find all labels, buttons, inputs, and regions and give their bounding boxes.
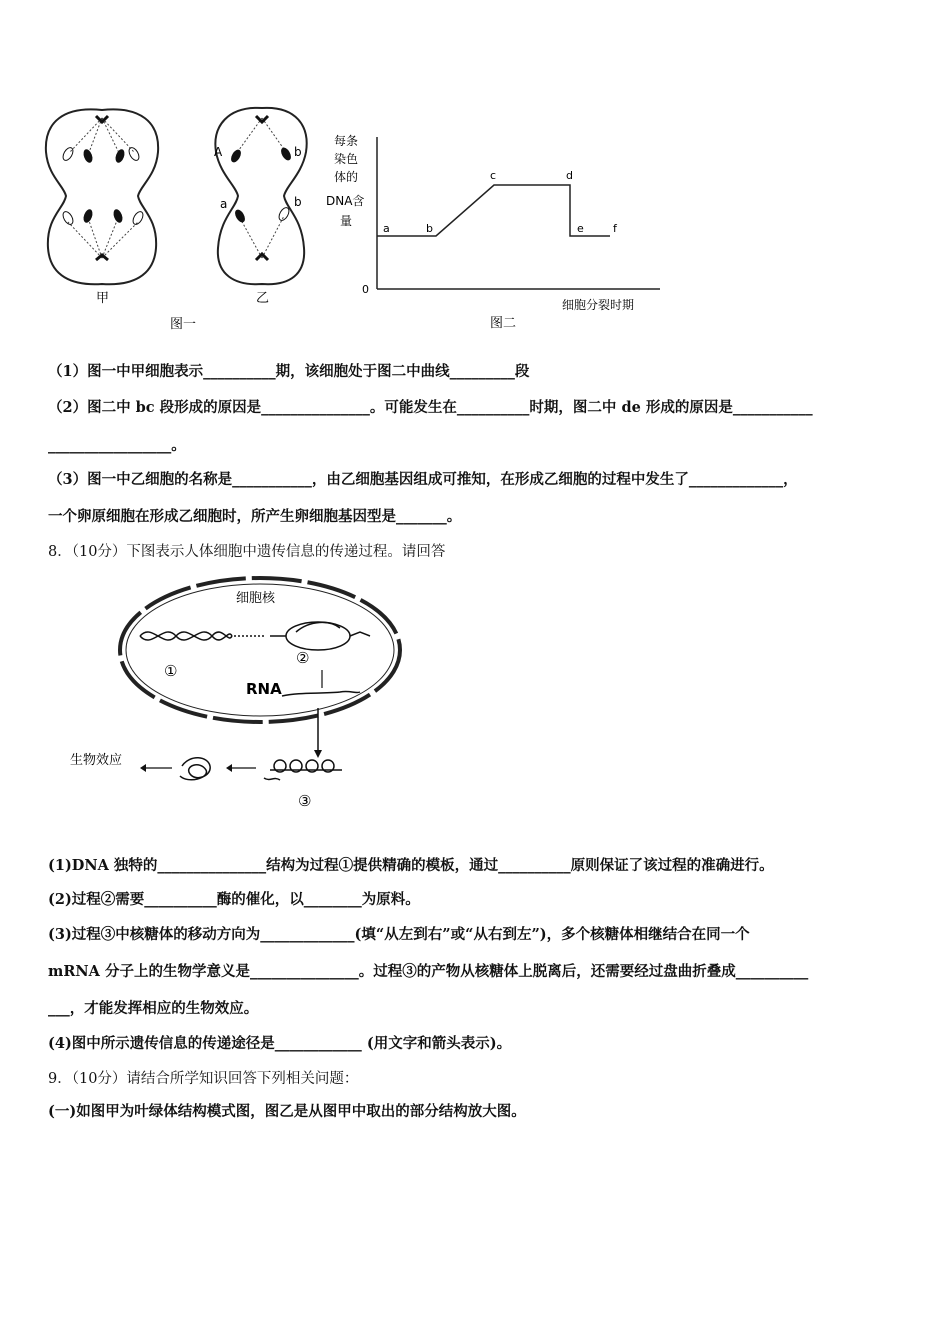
nucleus-label: 细胞核 xyxy=(236,591,276,606)
process-1-label: ① xyxy=(164,662,178,680)
figure-two-chart xyxy=(320,125,680,340)
q9-heading: 9．（10分）请结合所学知识回答下列相关问题： xyxy=(48,1071,359,1087)
y-axis-label-line: 体的 xyxy=(334,170,359,184)
figure-two-caption: 图二 xyxy=(490,316,517,331)
q7-line-2: （2）图二中 bc 段形成的原因是_______________。可能发生在__________时期，图二中 de 形成的原因是___________ xyxy=(48,399,813,416)
process-2-label: ② xyxy=(296,649,310,667)
q8-line-1: (1)DNA 独特的_______________结构为过程①提供精确的模板，通过__________原则保证了该过程的准确进行。 xyxy=(48,857,774,874)
point-c: c xyxy=(490,169,497,182)
q8-line-3: (3)过程③中核糖体的移动方向为_____________(填“从左到右”或“从右到左”)，多个核糖体相继结合在同一个 xyxy=(48,926,750,943)
allele-a: a xyxy=(220,197,228,211)
gene-expression-diagram xyxy=(60,570,420,815)
centriole-icon xyxy=(256,116,268,122)
chromosome-icon xyxy=(61,146,145,226)
y-axis-label-line: 染色 xyxy=(334,152,359,166)
transcription-bubble-icon xyxy=(270,622,370,650)
q7-line-1: （1）图一中甲细胞表示__________期，该细胞处于图二中曲线_________段 xyxy=(48,363,530,380)
cell-jia-outline xyxy=(46,109,158,284)
q9-line-1: (一)如图甲为叶绿体结构模式图，图乙是从图甲中取出的部分结构放大图。 xyxy=(48,1103,526,1120)
q7-line-3: _________________。 xyxy=(48,437,186,454)
dna-helix-icon xyxy=(140,632,232,640)
q7-line-5: 一个卵原细胞在形成乙细胞时，所产生卵细胞基因型是_______。 xyxy=(48,508,462,525)
rna-label: RNA xyxy=(246,680,282,698)
cell-jia-label: 甲 xyxy=(96,291,110,306)
point-d: d xyxy=(566,169,573,182)
chromosome-icon xyxy=(229,146,293,224)
dna-content-curve xyxy=(377,185,610,236)
q8-line-6: (4)图中所示遗传信息的传递途径是____________ (用文字和箭头表示)。 xyxy=(48,1035,512,1052)
q7-line-4: （3）图一中乙细胞的名称是___________，由乙细胞基因组成可推知，在形成乙细胞的过程中发生了_____________， xyxy=(48,471,798,488)
biological-effect-label: 生物效应 xyxy=(70,753,123,768)
cell-yi-outline xyxy=(215,108,306,284)
cell-yi-label: 乙 xyxy=(256,291,270,306)
allele-b-bottom: b xyxy=(294,195,302,209)
point-f: f xyxy=(613,222,617,235)
q8-line-2: (2)过程②需要__________酶的催化，以________为原料。 xyxy=(48,891,420,908)
q8-heading: 8．（10分）下图表示人体细胞中遗传信息的传递过程。请回答 xyxy=(48,544,446,560)
x-axis-label: 细胞分裂时期 xyxy=(562,298,635,312)
allele-b-top: b xyxy=(294,145,302,159)
figure-one-caption: 图一 xyxy=(170,317,197,332)
q8-line-5: ___，才能发挥相应的生物效应。 xyxy=(48,1000,259,1017)
point-a: a xyxy=(383,222,390,235)
figure-one xyxy=(40,100,320,335)
y-axis-label-line: 量 xyxy=(340,214,353,228)
q8-line-4: mRNA 分子上的生物学意义是_______________。过程③的产物从核糖体上脱离后，还需要经过盘曲折叠成__________ xyxy=(48,963,809,980)
origin-label: 0 xyxy=(362,283,369,296)
rna-strand xyxy=(282,691,360,696)
point-e: e xyxy=(577,222,584,235)
folded-protein-icon xyxy=(180,758,210,780)
point-b: b xyxy=(426,222,433,235)
allele-A: A xyxy=(214,145,223,159)
y-axis-label-line: DNA含 xyxy=(326,194,365,208)
y-axis-label-line: 每条 xyxy=(334,134,359,148)
ribosome-icon xyxy=(264,760,342,780)
process-3-label: ③ xyxy=(298,792,312,810)
